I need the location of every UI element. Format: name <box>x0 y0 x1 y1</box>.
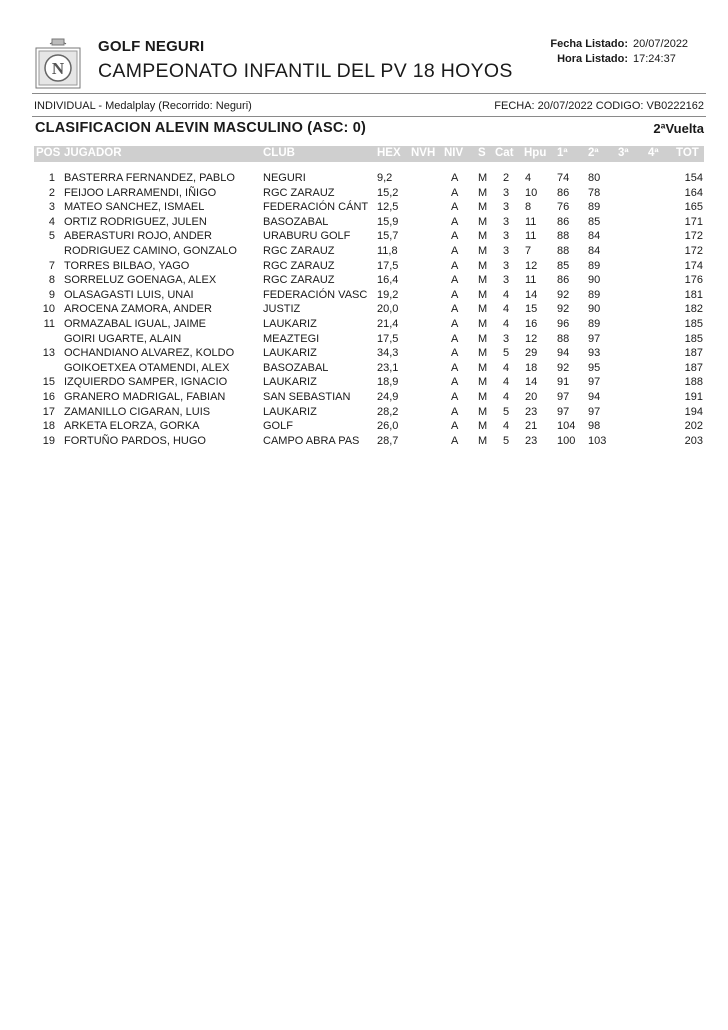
table-row <box>0 302 728 317</box>
cell-hex: 15,7 <box>377 230 399 243</box>
cell-cat: 2 <box>503 172 510 184</box>
cell-round-2: 89 <box>588 317 601 330</box>
cell-total: 172 <box>684 244 703 257</box>
col-r3: 3ª <box>618 147 629 159</box>
cell-round-1: 86 <box>557 215 570 228</box>
table-row <box>0 419 728 434</box>
cell-niv: A <box>451 405 459 418</box>
col-tot: TOT <box>676 147 699 159</box>
cell-niv: A <box>451 244 459 257</box>
page-title: CAMPEONATO INFANTIL DEL PV 18 HOYOS <box>98 60 513 82</box>
cell-niv: A <box>451 434 459 447</box>
cell-hex: 17,5 <box>377 259 399 272</box>
table-row <box>0 288 728 303</box>
cell-pos: 11 <box>43 317 55 330</box>
cell-s: M <box>478 317 488 330</box>
cell-cat: 4 <box>503 317 510 330</box>
col-club: CLUB <box>263 147 295 159</box>
cell-hpu: 11 <box>525 274 537 287</box>
cell-total: 187 <box>684 361 703 374</box>
cell-total: 182 <box>684 303 703 316</box>
cell-round-2: 97 <box>588 332 601 345</box>
cell-hex: 19,2 <box>377 288 399 301</box>
cell-round-1: 91 <box>557 376 570 389</box>
cell-cat: 5 <box>503 434 510 447</box>
cell-hex: 28,7 <box>377 434 399 447</box>
cell-s: M <box>478 347 488 360</box>
classification-heading: CLASIFICACION ALEVIN MASCULINO (ASC: 0) <box>35 120 367 136</box>
cell-hpu: 15 <box>525 303 538 316</box>
cell-hpu: 29 <box>525 347 538 360</box>
cell-niv: A <box>451 288 459 301</box>
cell-cat: 3 <box>503 186 510 199</box>
cell-round-2: 90 <box>588 303 601 316</box>
cell-hpu: 16 <box>525 317 538 330</box>
cell-jugador: IZQUIERDO SAMPER, IGNACIO <box>64 376 228 389</box>
cell-round-1: 104 <box>557 420 576 433</box>
cell-s: M <box>478 172 488 184</box>
cell-round-1: 92 <box>557 303 570 316</box>
cell-hex: 17,5 <box>377 332 399 345</box>
hora-listado-value: 17:24:37 <box>633 53 676 65</box>
cell-jugador: FORTUÑO PARDOS, HUGO <box>64 434 206 447</box>
cell-s: M <box>478 303 488 316</box>
cell-cat: 4 <box>503 288 510 301</box>
round-label: 2ªVuelta <box>653 121 704 136</box>
competition-format: INDIVIDUAL - Medalplay (Recorrido: Neguri) <box>34 100 252 112</box>
cell-jugador: ABERASTURI ROJO, ANDER <box>64 230 212 243</box>
cell-club: LAUKARIZ <box>263 347 317 360</box>
cell-hex: 12,5 <box>377 201 399 214</box>
cell-round-1: 92 <box>557 361 570 374</box>
cell-club: LAUKARIZ <box>263 317 317 330</box>
org-name: GOLF NEGURI <box>98 38 205 55</box>
col-nvh: NVH <box>411 147 436 159</box>
cell-club: FEDERACIÓN CÁNT <box>263 201 369 214</box>
cell-jugador: ZAMANILLO CIGARAN, LUIS <box>64 405 211 418</box>
club-logo-icon <box>32 36 84 92</box>
cell-round-2: 93 <box>588 347 601 360</box>
cell-niv: A <box>451 201 459 214</box>
cell-hex: 23,1 <box>377 361 399 374</box>
cell-s: M <box>478 259 488 272</box>
cell-s: M <box>478 215 488 228</box>
cell-s: M <box>478 230 488 243</box>
subheader-divider <box>32 116 706 117</box>
cell-hex: 21,4 <box>377 317 399 330</box>
cell-pos: 13 <box>42 347 55 360</box>
cell-round-1: 88 <box>557 332 570 345</box>
cell-hpu: 20 <box>525 390 538 403</box>
cell-round-1: 76 <box>557 201 570 214</box>
cell-club: GOLF <box>263 420 293 433</box>
cell-cat: 3 <box>503 230 510 243</box>
cell-hpu: 12 <box>525 332 538 345</box>
cell-niv: A <box>451 347 459 360</box>
cell-cat: 4 <box>503 303 510 316</box>
cell-hex: 11,8 <box>377 244 398 257</box>
cell-jugador: AROCENA ZAMORA, ANDER <box>64 303 212 316</box>
cell-club: LAUKARIZ <box>263 376 317 389</box>
col-jugador: JUGADOR <box>64 147 122 159</box>
col-r2: 2ª <box>588 147 599 159</box>
cell-pos: 2 <box>48 186 55 199</box>
cell-round-1: 74 <box>557 172 570 184</box>
cell-cat: 5 <box>503 347 510 360</box>
cell-cat: 3 <box>503 244 510 257</box>
cell-s: M <box>478 376 488 389</box>
cell-hpu: 23 <box>525 405 538 418</box>
cell-club: BASOZABAL <box>263 215 329 228</box>
cell-s: M <box>478 288 488 301</box>
cell-total: 194 <box>684 405 703 418</box>
col-pos: POS <box>36 147 61 159</box>
cell-jugador: TORRES BILBAO, YAGO <box>64 259 190 272</box>
table-row <box>0 361 728 376</box>
cell-niv: A <box>451 332 459 345</box>
fecha-listado-label: Fecha Listado: <box>550 38 628 50</box>
cell-s: M <box>478 361 488 374</box>
cell-jugador: ORTIZ RODRIGUEZ, JULEN <box>64 215 207 228</box>
cell-hex: 9,2 <box>377 172 393 184</box>
classification-table <box>0 171 728 448</box>
cell-hpu: 11 <box>525 230 537 243</box>
cell-round-1: 86 <box>557 274 570 287</box>
cell-s: M <box>478 390 488 403</box>
cell-round-2: 84 <box>588 230 601 243</box>
cell-jugador: GOIRI UGARTE, ALAIN <box>64 332 182 345</box>
table-row <box>0 375 728 390</box>
cell-round-1: 96 <box>557 317 570 330</box>
cell-hex: 18,9 <box>377 376 399 389</box>
cell-total: 165 <box>684 201 703 214</box>
cell-round-1: 85 <box>557 259 570 272</box>
table-row <box>0 200 728 215</box>
cell-hex: 26,0 <box>377 420 399 433</box>
cell-club: FEDERACIÓN VASC <box>263 288 368 301</box>
cell-jugador: GRANERO MADRIGAL, FABIAN <box>64 390 226 403</box>
table-row <box>0 346 728 361</box>
cell-jugador: RODRIGUEZ CAMINO, GONZALO <box>64 244 237 257</box>
cell-niv: A <box>451 361 459 374</box>
cell-round-1: 86 <box>557 186 570 199</box>
cell-club: SAN SEBASTIAN <box>263 390 351 403</box>
col-r4: 4ª <box>648 147 659 159</box>
cell-hpu: 14 <box>525 288 538 301</box>
table-row <box>0 317 728 332</box>
cell-cat: 3 <box>503 201 510 214</box>
cell-hpu: 12 <box>525 259 538 272</box>
cell-round-2: 89 <box>588 259 601 272</box>
col-r1: 1ª <box>557 147 568 159</box>
cell-s: M <box>478 332 488 345</box>
cell-round-2: 85 <box>588 215 601 228</box>
cell-hex: 20,0 <box>377 303 399 316</box>
cell-niv: A <box>451 172 459 184</box>
cell-hpu: 18 <box>525 361 538 374</box>
cell-round-1: 92 <box>557 288 570 301</box>
cell-club: LAUKARIZ <box>263 405 317 418</box>
cell-s: M <box>478 244 488 257</box>
table-row <box>0 259 728 274</box>
cell-hex: 28,2 <box>377 405 399 418</box>
cell-s: M <box>478 405 488 418</box>
cell-s: M <box>478 186 488 199</box>
cell-jugador: GOIKOETXEA OTAMENDI, ALEX <box>64 361 230 374</box>
cell-hpu: 10 <box>525 186 538 199</box>
cell-round-2: 97 <box>588 376 601 389</box>
header-divider <box>32 93 706 94</box>
cell-s: M <box>478 274 488 287</box>
table-row <box>0 244 728 259</box>
col-s: S <box>478 147 486 159</box>
col-cat: Cat <box>495 147 514 159</box>
cell-total: 202 <box>684 420 703 433</box>
cell-club: CAMPO ABRA PAS <box>263 434 360 447</box>
cell-round-2: 84 <box>588 244 601 257</box>
cell-total: 203 <box>684 434 703 447</box>
table-row <box>0 215 728 230</box>
cell-round-1: 100 <box>557 434 576 447</box>
cell-pos: 7 <box>48 259 55 272</box>
cell-niv: A <box>451 215 459 228</box>
cell-jugador: OLASAGASTI LUIS, UNAI <box>64 288 194 301</box>
cell-total: 172 <box>684 230 703 243</box>
cell-hex: 15,2 <box>377 186 399 199</box>
cell-niv: A <box>451 259 459 272</box>
cell-jugador: FEIJOO LARRAMENDI, IÑIGO <box>64 186 217 199</box>
table-row <box>0 390 728 405</box>
cell-niv: A <box>451 390 459 403</box>
table-row <box>0 186 728 201</box>
cell-cat: 3 <box>503 215 510 228</box>
cell-hpu: 21 <box>525 420 538 433</box>
cell-hex: 16,4 <box>377 274 399 287</box>
cell-total: 185 <box>684 317 703 330</box>
cell-cat: 3 <box>503 332 510 345</box>
cell-club: RGC ZARAUZ <box>263 186 335 199</box>
cell-pos: 5 <box>48 230 55 243</box>
cell-club: MEAZTEGI <box>263 332 320 345</box>
cell-total: 191 <box>684 390 703 403</box>
cell-club: NEGURI <box>263 172 306 184</box>
table-row <box>0 171 728 186</box>
table-row <box>0 229 728 244</box>
cell-hpu: 7 <box>525 244 532 257</box>
cell-pos: 10 <box>42 303 55 316</box>
table-row <box>0 332 728 347</box>
cell-total: 164 <box>684 186 703 199</box>
cell-hpu: 14 <box>525 376 538 389</box>
table-header <box>34 146 704 162</box>
cell-cat: 4 <box>503 361 510 374</box>
cell-round-2: 94 <box>588 390 601 403</box>
cell-niv: A <box>451 420 459 433</box>
cell-total: 188 <box>684 376 703 389</box>
cell-cat: 4 <box>503 420 510 433</box>
cell-club: URABURU GOLF <box>263 230 351 243</box>
cell-pos: 8 <box>48 274 55 287</box>
cell-round-1: 88 <box>557 244 570 257</box>
cell-s: M <box>478 434 488 447</box>
cell-pos: 4 <box>48 215 55 228</box>
cell-jugador: MATEO SANCHEZ, ISMAEL <box>64 201 205 214</box>
cell-cat: 4 <box>503 390 510 403</box>
cell-round-1: 97 <box>557 405 570 418</box>
cell-s: M <box>478 201 488 214</box>
cell-round-2: 89 <box>588 201 601 214</box>
cell-pos: 3 <box>48 201 55 214</box>
cell-club: RGC ZARAUZ <box>263 259 335 272</box>
cell-hex: 24,9 <box>377 390 399 403</box>
logo-letter: N <box>51 59 65 78</box>
cell-niv: A <box>451 303 459 316</box>
cell-pos: 17 <box>42 405 55 418</box>
cell-total: 187 <box>684 347 703 360</box>
cell-jugador: OCHANDIANO ALVAREZ, KOLDO <box>64 347 235 360</box>
cell-round-1: 97 <box>557 390 570 403</box>
cell-pos: 15 <box>42 376 55 389</box>
cell-total: 185 <box>684 332 703 345</box>
cell-hpu: 23 <box>525 434 538 447</box>
cell-total: 154 <box>684 172 703 184</box>
cell-club: BASOZABAL <box>263 361 329 374</box>
cell-cat: 3 <box>503 259 510 272</box>
col-niv: NIV <box>444 147 464 159</box>
cell-niv: A <box>451 230 459 243</box>
cell-total: 174 <box>684 259 703 272</box>
col-hex: HEX <box>377 147 401 159</box>
col-hpu: Hpu <box>524 147 547 159</box>
cell-niv: A <box>451 376 459 389</box>
cell-hpu: 8 <box>525 201 532 214</box>
cell-pos: 9 <box>48 288 55 301</box>
cell-club: RGC ZARAUZ <box>263 274 335 287</box>
cell-cat: 4 <box>503 376 510 389</box>
cell-s: M <box>478 420 488 433</box>
cell-total: 171 <box>684 215 703 228</box>
cell-cat: 5 <box>503 405 510 418</box>
cell-round-2: 90 <box>588 274 601 287</box>
cell-total: 176 <box>684 274 703 287</box>
cell-niv: A <box>451 186 459 199</box>
cell-niv: A <box>451 274 459 287</box>
cell-hpu: 11 <box>525 215 537 228</box>
cell-round-1: 94 <box>557 347 570 360</box>
cell-hex: 15,9 <box>377 215 399 228</box>
cell-niv: A <box>451 317 459 330</box>
cell-total: 181 <box>684 288 703 301</box>
table-row <box>0 434 728 449</box>
cell-round-1: 88 <box>557 230 570 243</box>
cell-round-2: 98 <box>588 420 601 433</box>
date-code: FECHA: 20/07/2022 CODIGO: VB0222162 <box>494 100 704 112</box>
cell-club: RGC ZARAUZ <box>263 244 335 257</box>
cell-jugador: ORMAZABAL IGUAL, JAIME <box>64 317 207 330</box>
table-row <box>0 273 728 288</box>
fecha-listado-value: 20/07/2022 <box>633 38 689 50</box>
cell-round-2: 80 <box>588 172 601 184</box>
cell-pos: 18 <box>42 420 55 433</box>
cell-round-2: 78 <box>588 186 601 199</box>
cell-round-2: 97 <box>588 405 601 418</box>
cell-pos: 1 <box>48 172 55 184</box>
cell-pos: 19 <box>42 434 55 447</box>
cell-hpu: 4 <box>525 172 532 184</box>
cell-jugador: BASTERRA FERNANDEZ, PABLO <box>64 172 235 184</box>
cell-pos: 16 <box>42 390 55 403</box>
cell-club: JUSTIZ <box>263 303 301 316</box>
cell-cat: 3 <box>503 274 510 287</box>
hora-listado-label: Hora Listado: <box>557 53 628 65</box>
cell-jugador: ARKETA ELORZA, GORKA <box>64 420 200 433</box>
cell-round-2: 89 <box>588 288 601 301</box>
cell-jugador: SORRELUZ GOENAGA, ALEX <box>64 274 217 287</box>
cell-round-2: 103 <box>588 434 607 447</box>
table-row <box>0 405 728 420</box>
cell-round-2: 95 <box>588 361 601 374</box>
cell-hex: 34,3 <box>377 347 399 360</box>
